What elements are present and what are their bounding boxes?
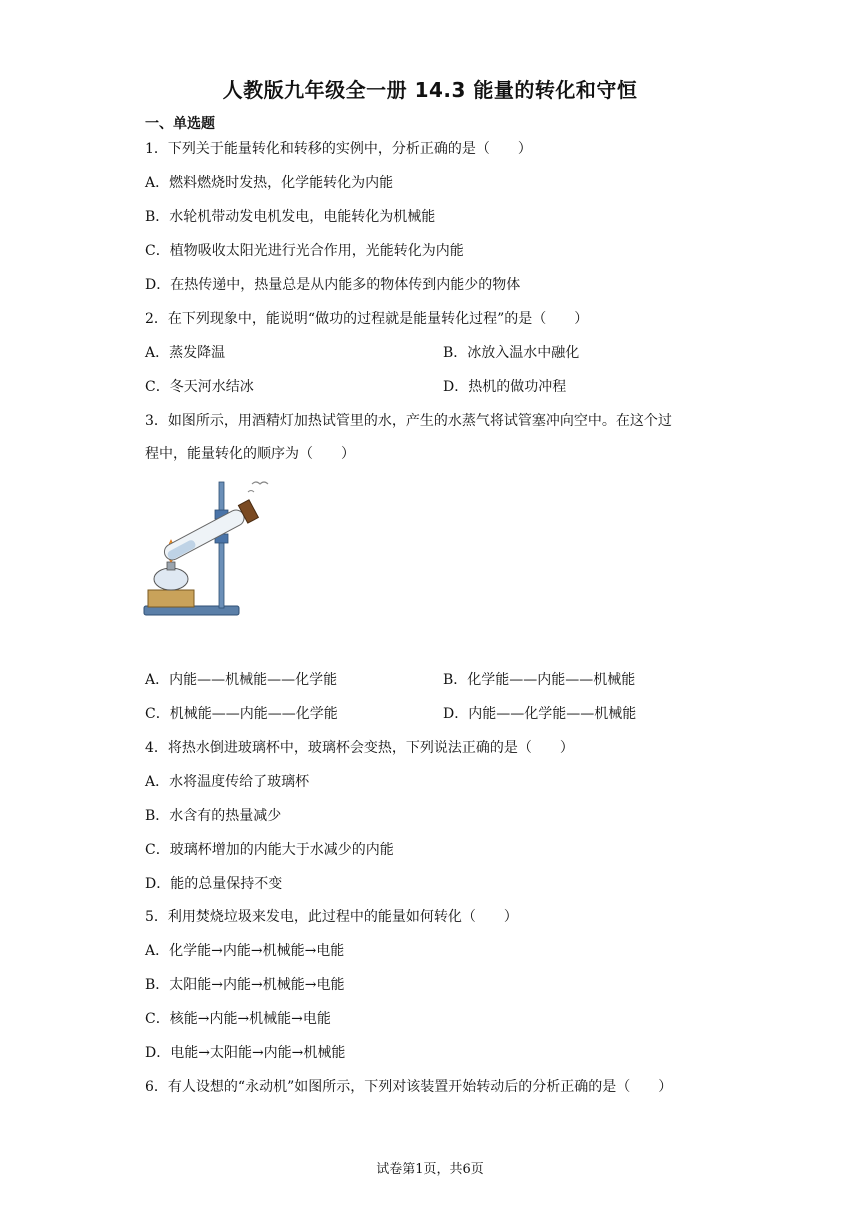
- question-5-option-c[interactable]: C．核能→内能→机械能→电能: [145, 1011, 331, 1027]
- alcohol-lamp-test-tube-figure: [140, 478, 290, 620]
- question-1-option-b[interactable]: B．水轮机带动发电机发电，电能转化为机械能: [145, 209, 436, 225]
- page-footer: 试卷第1页，共6页: [376, 1162, 484, 1177]
- question-5-stem: 5．利用焚烧垃圾来发电，此过程中的能量如何转化（ ）: [145, 909, 518, 925]
- question-5-option-a[interactable]: A．化学能→内能→机械能→电能: [145, 943, 345, 959]
- question-4-option-b[interactable]: B．水含有的热量减少: [145, 808, 282, 824]
- question-3-stem-line-1: 3．如图所示，用酒精灯加热试管里的水，产生的水蒸气将试管塞冲向空中。在这个过: [145, 413, 672, 429]
- question-2-option-c[interactable]: C．冬天河水结冰: [145, 379, 254, 395]
- question-1-stem: 1．下列关于能量转化和转移的实例中，分析正确的是（ ）: [145, 141, 532, 157]
- question-2-stem: 2．在下列现象中，能说明“做功的过程就是能量转化过程”的是（ ）: [145, 311, 589, 327]
- question-5-option-d[interactable]: D．电能→太阳能→内能→机械能: [145, 1045, 346, 1061]
- question-4-option-d[interactable]: D．能的总量保持不变: [145, 876, 283, 892]
- question-3-option-c[interactable]: C．机械能——内能——化学能: [145, 706, 338, 722]
- question-4-stem: 4．将热水倒进玻璃杯中，玻璃杯会变热，下列说法正确的是（ ）: [145, 740, 574, 756]
- question-3-option-d[interactable]: D．内能——化学能——机械能: [443, 706, 637, 722]
- question-4-option-a[interactable]: A．水将温度传给了玻璃杯: [145, 774, 310, 790]
- question-3-option-a[interactable]: A．内能——机械能——化学能: [145, 672, 338, 688]
- question-1-option-d[interactable]: D．在热传递中，热量总是从内能多的物体传到内能少的物体: [145, 277, 521, 293]
- page-title: 人教版九年级全一册 14.3 能量的转化和守恒: [222, 78, 638, 102]
- question-2-option-d[interactable]: D．热机的做功冲程: [443, 379, 567, 395]
- question-4-option-c[interactable]: C．玻璃杯增加的内能大于水减少的内能: [145, 842, 394, 858]
- question-6-stem: 6．有人设想的“永动机”如图所示，下列对该装置开始转动后的分析正确的是（ ）: [145, 1079, 673, 1095]
- question-1-option-a[interactable]: A．燃料燃烧时发热，化学能转化为内能: [145, 175, 394, 191]
- question-5-option-b[interactable]: B．太阳能→内能→机械能→电能: [145, 977, 345, 993]
- question-2-option-b[interactable]: B．冰放入温水中融化: [443, 345, 580, 361]
- question-1-option-c[interactable]: C．植物吸收太阳光进行光合作用，光能转化为内能: [145, 243, 464, 259]
- question-2-option-a[interactable]: A．蒸发降温: [145, 345, 226, 361]
- question-3-stem-line-2: 程中，能量转化的顺序为（ ）: [145, 446, 355, 462]
- section-heading: 一、单选题: [145, 116, 215, 132]
- question-3-option-b[interactable]: B．化学能——内能——机械能: [443, 672, 636, 688]
